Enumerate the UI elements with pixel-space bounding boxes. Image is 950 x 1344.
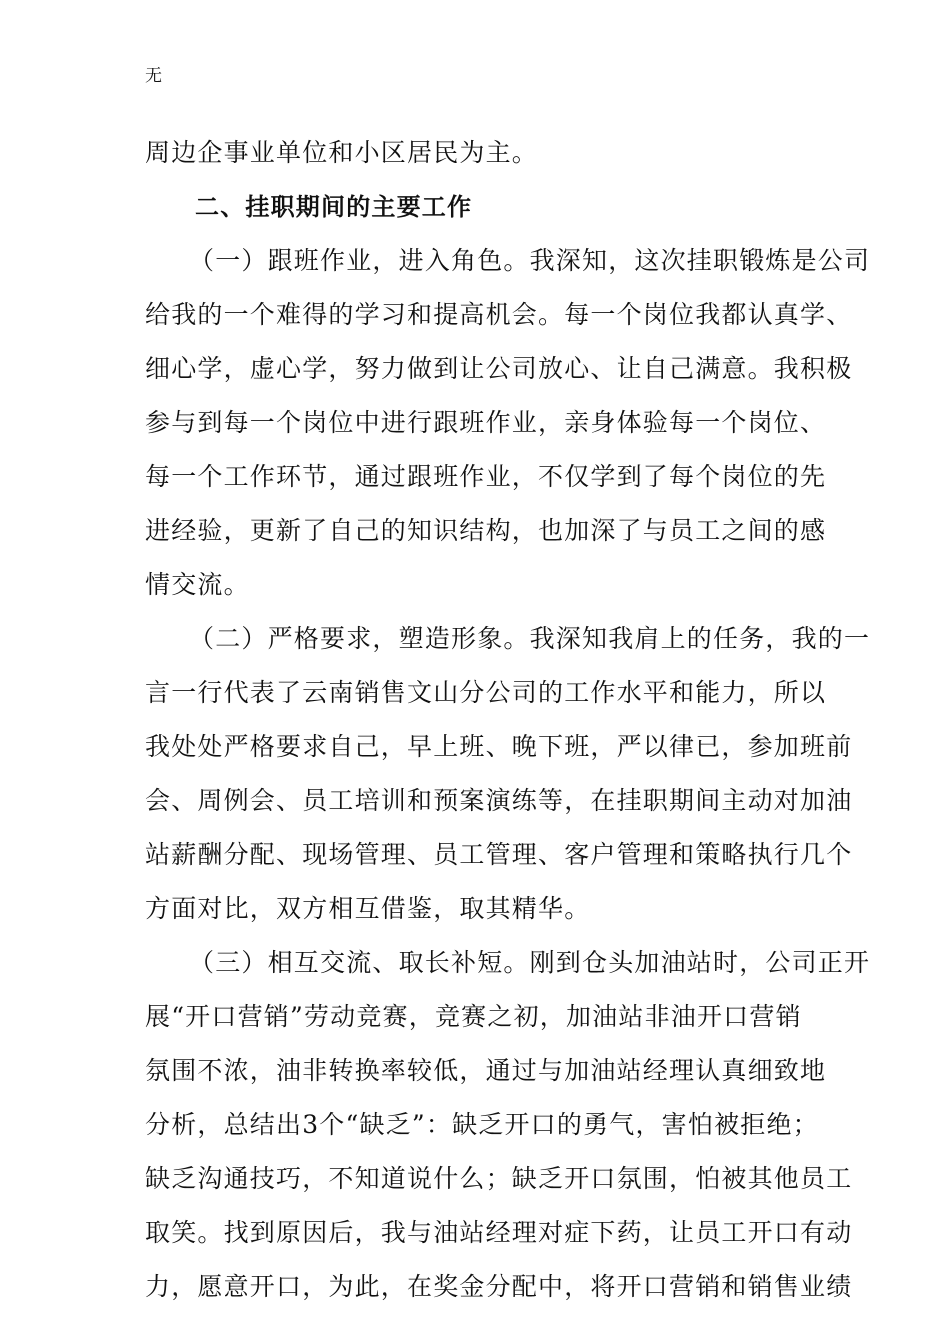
paragraph-line: 每一个工作环节，通过跟班作业，不仅学到了每个岗位的先 [145, 462, 827, 491]
paragraph-line: 站薪酬分配、现场管理、员工管理、客户管理和策略执行几个 [145, 840, 853, 869]
paragraph-line: 氛围不浓，油非转换率较低，通过与加油站经理认真细致地 [145, 1056, 827, 1085]
paragraph-line: 力，愿意开口，为此，在奖金分配中，将开口营销和销售业绩 [145, 1272, 853, 1301]
paragraph-line: 情交流。 [145, 570, 250, 599]
header-mark: 无 [145, 66, 162, 86]
paragraph-line: 会、周例会、员工培训和预案演练等，在挂职期间主动对加油 [145, 786, 853, 815]
paragraph-line: 给我的一个难得的学习和提高机会。每一个岗位我都认真学、 [145, 300, 853, 329]
document-body [145, 126, 871, 1314]
section-heading: 二、挂职期间的主要工作 [195, 193, 473, 221]
paragraph-line: 周边企事业单位和小区居民为主。 [145, 138, 539, 167]
paragraph-line: 我处处严格要求自己，早上班、晚下班，严以律已，参加班前 [145, 732, 853, 761]
paragraph-line: （三）相互交流、取长补短。刚到仓头加油站时，公司正开 [189, 948, 871, 977]
paragraph-line: 展“开口营销”劳动竞赛，竞赛之初，加油站非油开口营销 [145, 1002, 802, 1031]
paragraph-line: （一）跟班作业，进入角色。我深知，这次挂职锻炼是公司 [189, 246, 871, 275]
paragraph-line: 缺乏沟通技巧，不知道说什么；缺乏开口氛围，怕被其他员工 [145, 1164, 853, 1193]
paragraph-line: 言一行代表了云南销售文山分公司的工作水平和能力，所以 [145, 678, 827, 707]
paragraph-line: 方面对比，双方相互借鉴，取其精华。 [145, 894, 591, 923]
paragraph-line: 细心学，虚心学，努力做到让公司放心、让自己满意。我积极 [145, 354, 853, 383]
paragraph-line: 分析，总结出3个“缺乏”：缺乏开口的勇气，害怕被拒绝； [145, 1110, 819, 1139]
paragraph-line: 进经验，更新了自己的知识结构，也加深了与员工之间的感 [145, 516, 827, 545]
paragraph-line: 参与到每一个岗位中进行跟班作业，亲身体验每一个岗位、 [145, 408, 827, 437]
paragraph-line: （二）严格要求，塑造形象。我深知我肩上的任务，我的一 [189, 624, 871, 653]
paragraph-line: 取笑。找到原因后，我与油站经理对症下药，让员工开口有动 [145, 1218, 853, 1247]
